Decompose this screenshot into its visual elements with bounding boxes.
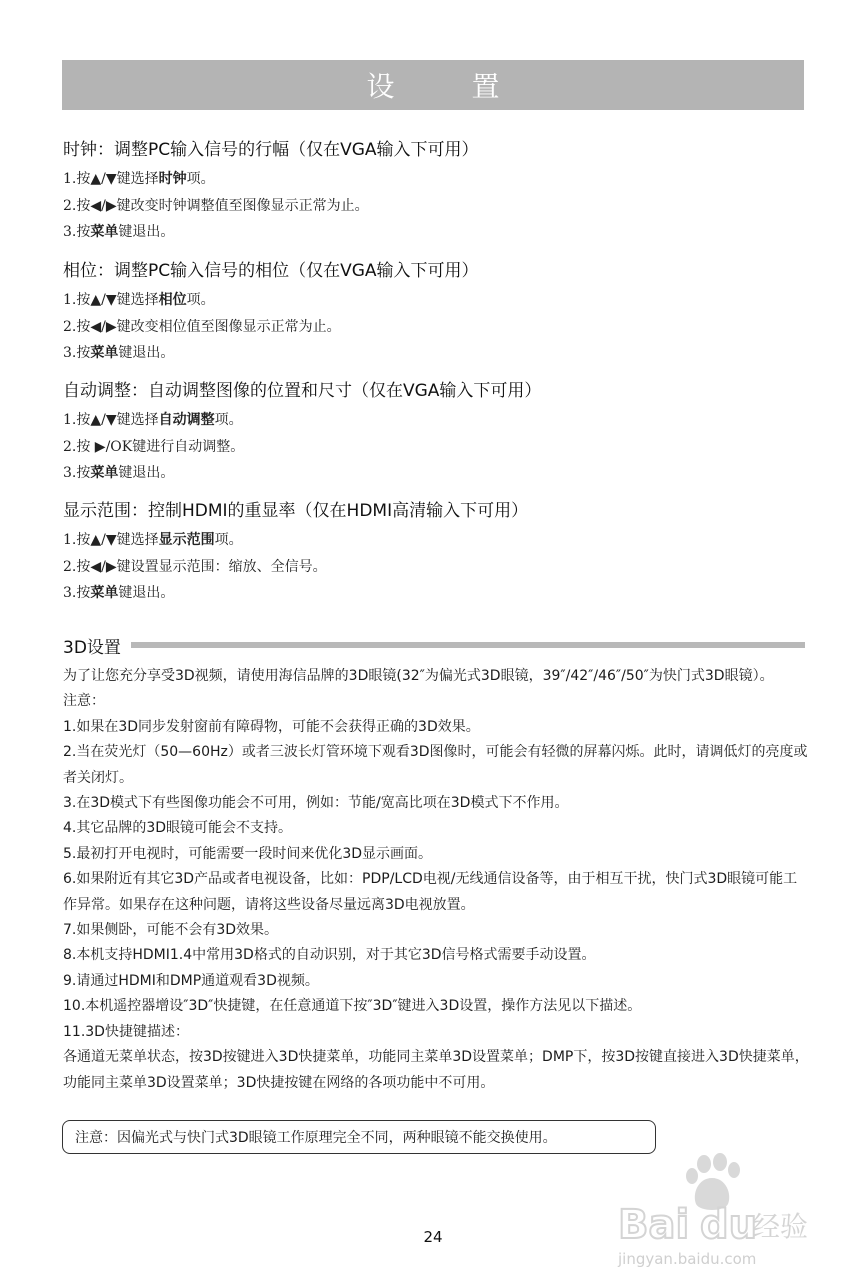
step-item: 1.按▲/▼键选择相位项。 [63,292,215,308]
list-item: 6.如果附近有其它3D产品或者电视设备，比如：PDP/LCD电视/无线通信设备等，由于相互干扰，快门式3D眼镜可能工作异常。如果存在这种问题，请将这些设备尽量远离3D电视放置。 [63,871,798,913]
page-header-bar [62,60,804,110]
page-number: 24 [423,1228,443,1246]
step-item: 2.按◀/▶键设置显示范围：缩放、全信号。 [63,558,327,575]
list-item: 3.在3D模式下有些图像功能会不可用，例如：节能/宽高比项在3D模式下不作用。 [63,795,569,812]
list-item: 4.其它品牌的3D眼镜可能会不支持。 [63,820,293,837]
paragraph: 为了让您充分享受3D视频，请使用海信品牌的3D眼镜(32″为偏光式3D眼镜，39″/42″/46″/50″为快门式3D眼镜）。 [63,668,774,684]
list-item: 11.3D快捷键描述： [63,1023,189,1040]
section-title: 3D设置 [63,637,121,658]
step-item: 3.按菜单键退出。 [63,345,175,361]
list-item: 10.本机遥控器增设″3D″快捷键，在任意通道下按″3D″键进入3D设置，操作方法见以下描述。 [63,998,642,1015]
list-item: 5.最初打开电视时，可能需要一段时间来优化3D显示画面。 [63,845,433,862]
list-item: 8.本机支持HDMI1.4中常用3D格式的自动识别，对于其它3D信号格式需要手动设置。 [63,947,596,964]
list-item: 7.如果侧卧，可能不会有3D效果。 [63,922,279,939]
section-phase [63,260,813,367]
step-item: 1.按▲/▼键选择自动调整项。 [63,412,243,428]
section-title: 显示范围：控制HDMI的重显率（仅在HDMI高清输入下可用） [63,501,529,521]
note-box [62,1120,656,1154]
page-title: 设 置 [366,70,534,103]
paragraph: 各通道无菜单状态，按3D按键进入3D快捷菜单，功能同主菜单3D设置菜单；DMP下，按3D按键直接进入3D快捷菜单，功能同主菜单3D设置菜单；3D快捷按键在网络的各项功能中不可用。 [63,1049,809,1091]
list-item: 2.当在荧光灯（50—60Hz）或者三波长灯管环境下观看3D图像时，可能会有轻微的屏幕闪烁。此时，请调低灯的亮度或者关闭灯。 [63,744,808,786]
svg-text:jingyan.baidu.com: jingyan.baidu.com [618,1250,757,1268]
list-item: 1.如果在3D同步发射窗前有障碍物，可能不会获得正确的3D效果。 [63,718,480,735]
step-item: 2.按◀/▶键改变时钟调整值至图像显示正常为止。 [63,197,369,214]
step-item: 3.按菜单键退出。 [63,585,175,601]
section-display-range [63,500,813,607]
svg-text:经验: 经验 [752,1210,809,1243]
step-item: 3.按菜单键退出。 [63,224,175,240]
svg-text:du: du [700,1202,758,1248]
svg-text:Bai: Bai [618,1202,690,1248]
step-item: 2.按◀/▶键改变相位值至图像显示正常为止。 [63,318,341,335]
note-text: 注意：因偏光式与快门式3D眼镜工作原理完全不同，两种眼镜不能交换使用。 [75,1130,557,1146]
section-divider [131,642,805,648]
baidu-watermark-logo [612,1150,822,1270]
section-title: 自动调整：自动调整图像的位置和尺寸（仅在VGA输入下可用） [63,381,542,401]
step-item: 1.按▲/▼键选择显示范围项。 [63,532,243,548]
section-3d-header [63,632,805,658]
paragraph: 注意： [63,693,105,710]
section-title: 时钟：调整PC输入信号的行幅（仅在VGA输入下可用） [63,140,479,160]
list-item: 9.请通过HDMI和DMP通道观看3D视频。 [63,972,319,989]
step-item: 3.按菜单键退出。 [63,465,175,481]
step-item: 2.按 ▶/OK键进行自动调整。 [63,438,245,455]
section-clock [63,139,813,246]
section-auto-adjust [63,380,813,487]
section-3d-body [63,664,811,1096]
step-item: 1.按▲/▼键选择时钟项。 [63,171,215,187]
section-title: 相位：调整PC输入信号的相位（仅在VGA输入下可用） [63,261,479,281]
